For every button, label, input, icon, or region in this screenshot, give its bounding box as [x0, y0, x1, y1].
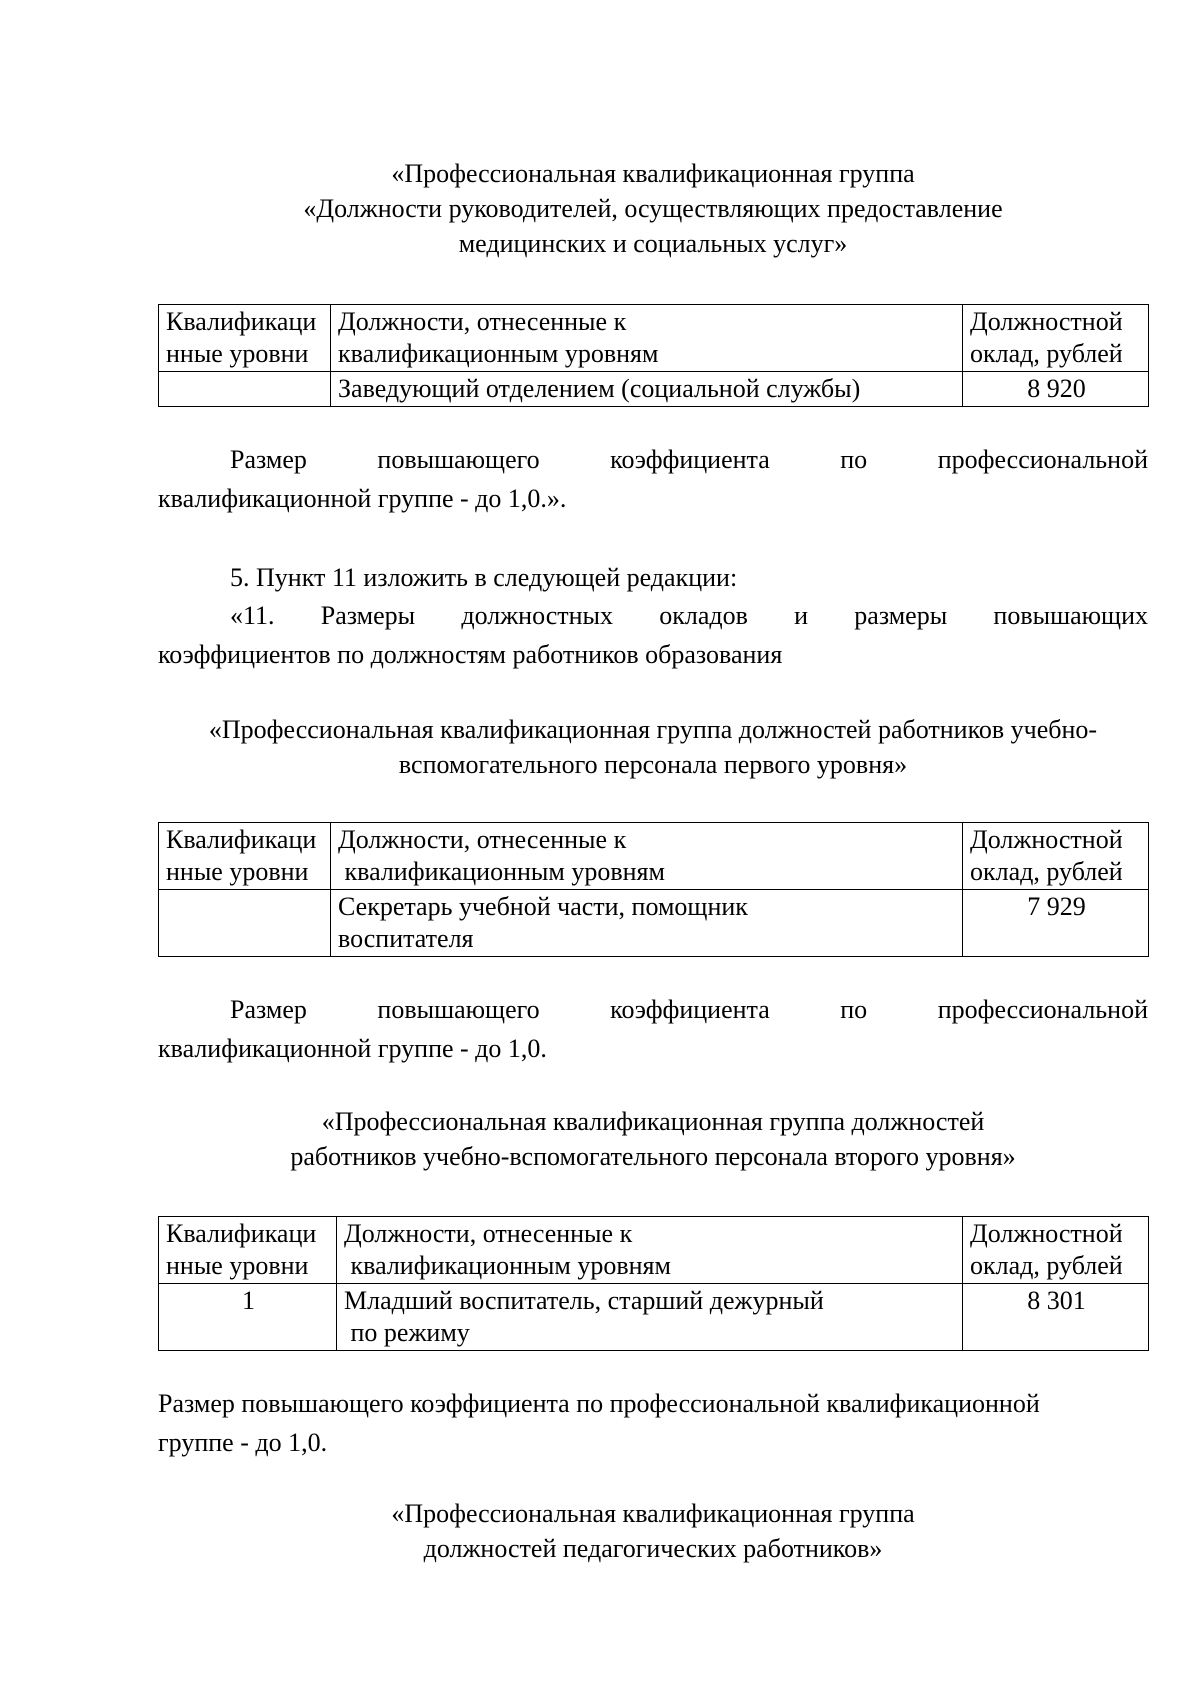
- row-salary: 8 920: [963, 372, 1149, 407]
- group2-heading: [158, 712, 1148, 782]
- header-qualification-level: Квалификаци нные уровни: [159, 1217, 337, 1284]
- header-positions: Должности, отнесенные к квалификационным уровням: [331, 305, 963, 372]
- group1-table: [158, 304, 1149, 407]
- group3-heading-line: работников учебно-вспомогательного персонала второго уровня»: [290, 1142, 1016, 1171]
- table-row: [159, 1284, 1149, 1351]
- header-salary: Должностной оклад, рублей: [963, 305, 1149, 372]
- row-salary: 7 929: [963, 890, 1149, 957]
- header-positions: Должности, отнесенные к квалификационным уровням: [331, 823, 963, 890]
- table-header-row: [159, 305, 1149, 372]
- group4-heading-line: «Профессиональная квалификационная группа: [391, 1499, 915, 1528]
- row-level: 1: [159, 1284, 337, 1351]
- group1-coefficient: Размер повышающего коэффициента по профессиональной квалификационной группе - до 1,0.».: [158, 445, 1148, 513]
- group1-heading-line: «Должности руководителей, осуществляющих предоставление: [303, 194, 1003, 223]
- group1-heading: [158, 156, 1148, 261]
- row-salary: 8 301: [963, 1284, 1149, 1351]
- header-qualification-level: Квалификаци нные уровни: [159, 823, 331, 890]
- header-salary: Должностной оклад, рублей: [963, 1217, 1149, 1284]
- group2-table: [158, 822, 1149, 957]
- group1-heading-line: медицинских и социальных услуг»: [458, 229, 848, 258]
- amendment-item11: «11. Размеры должностных окладов и размеры повышающих коэффициентов по должностям работников образования: [158, 601, 1148, 669]
- row-level: [159, 890, 331, 957]
- row-position: Младший воспитатель, старший дежурный по режиму: [337, 1284, 963, 1351]
- row-position: Заведующий отделением (социальной службы): [331, 372, 963, 407]
- group2-coefficient: Размер повышающего коэффициента по профессиональной квалификационной группе - до 1,0.: [158, 995, 1148, 1063]
- header-positions: Должности, отнесенные к квалификационным уровням: [337, 1217, 963, 1284]
- group2-heading-line: вспомогательного персонала первого уровня»: [398, 750, 908, 779]
- table-header-row: [159, 1217, 1149, 1284]
- group3-heading-line: «Профессиональная квалификационная группа должностей: [321, 1107, 985, 1136]
- group1-heading-line: «Профессиональная квалификационная группа: [391, 159, 915, 188]
- header-salary: Должностной оклад, рублей: [963, 823, 1149, 890]
- header-qualification-level: Квалификаци нные уровни: [159, 305, 331, 372]
- group3-heading: [158, 1104, 1148, 1174]
- amendment-item5: 5. Пункт 11 изложить в следующей редакции:: [230, 563, 738, 592]
- table-row: [159, 890, 1149, 957]
- row-position: Секретарь учебной части, помощник воспитателя: [331, 890, 963, 957]
- group4-heading: [158, 1496, 1148, 1566]
- group2-heading-line: «Профессиональная квалификационная группа должностей работников учебно-: [208, 715, 1098, 744]
- group4-heading-line: должностей педагогических работников»: [423, 1534, 883, 1563]
- group3-table: [158, 1216, 1149, 1351]
- group3-coefficient: Размер повышающего коэффициента по профессиональной квалификационной группе - до 1,0.: [158, 1389, 1040, 1457]
- row-level: [159, 372, 331, 407]
- table-header-row: [159, 823, 1149, 890]
- table-row: [159, 372, 1149, 407]
